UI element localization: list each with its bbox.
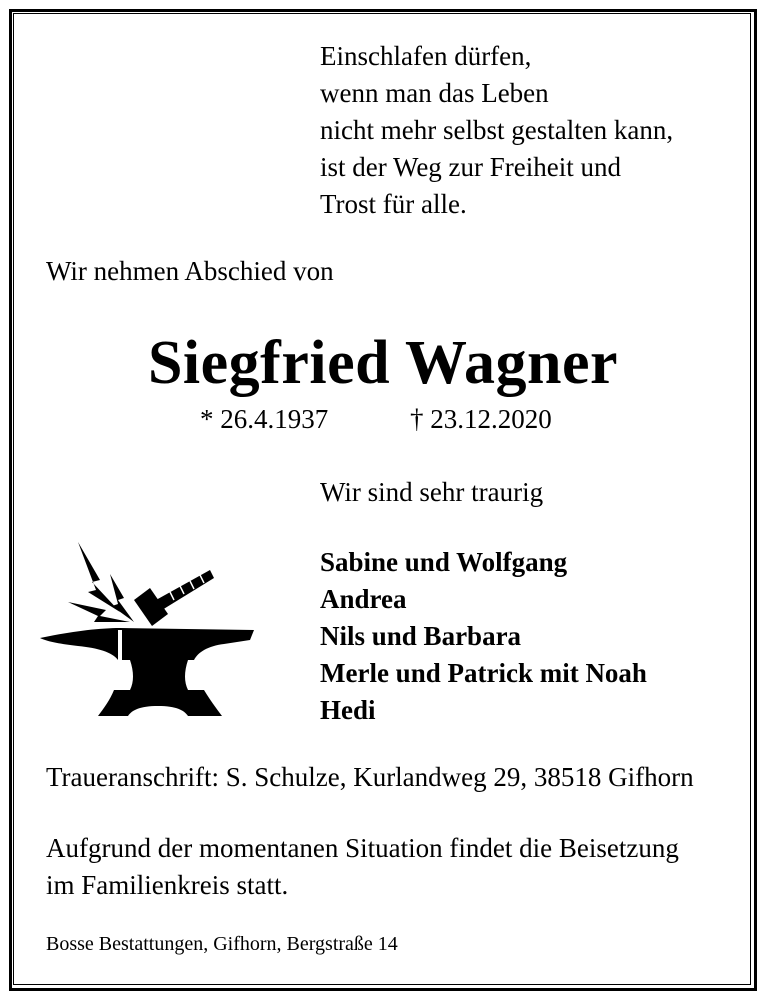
mourner-name: Nils und Barbara [320, 621, 522, 651]
poem [320, 38, 673, 223]
birth-date: * 26.4.1937 [200, 404, 329, 434]
burial-notice [46, 830, 736, 904]
mourner-name: Merle und Patrick mit Noah [320, 658, 647, 688]
mourners-list [320, 544, 647, 729]
poem-line: Einschlafen dürfen, [320, 41, 532, 71]
mourner-name: Hedi [320, 695, 376, 725]
poem-line: ist der Weg zur Freiheit und [320, 152, 622, 182]
anvil-hammer-icon [38, 540, 258, 730]
poem-line: wenn man das Leben [320, 78, 549, 108]
mourner-name: Andrea [320, 584, 407, 614]
notice-line: Aufgrund der momentanen Situation findet die Beisetzung [46, 833, 679, 863]
undertaker-info: Bosse Bestattungen, Gifhorn, Bergstraße 14 [46, 933, 398, 955]
sad-line: Wir sind sehr traurig [320, 477, 544, 507]
notice-line: im Familienkreis statt. [46, 870, 289, 900]
deceased-name: Siegfried Wagner [147, 329, 619, 397]
intro-text: Wir nehmen Abschied von [46, 256, 334, 286]
mourning-address: Traueranschrift: S. Schulze, Kurlandweg 29, 38518 Gifhorn [46, 762, 694, 792]
poem-line: Trost für alle. [320, 189, 467, 219]
death-date: † 23.12.2020 [410, 404, 552, 434]
poem-line: nicht mehr selbst gestalten kann, [320, 115, 674, 145]
mourner-name: Sabine und Wolfgang [320, 547, 568, 577]
